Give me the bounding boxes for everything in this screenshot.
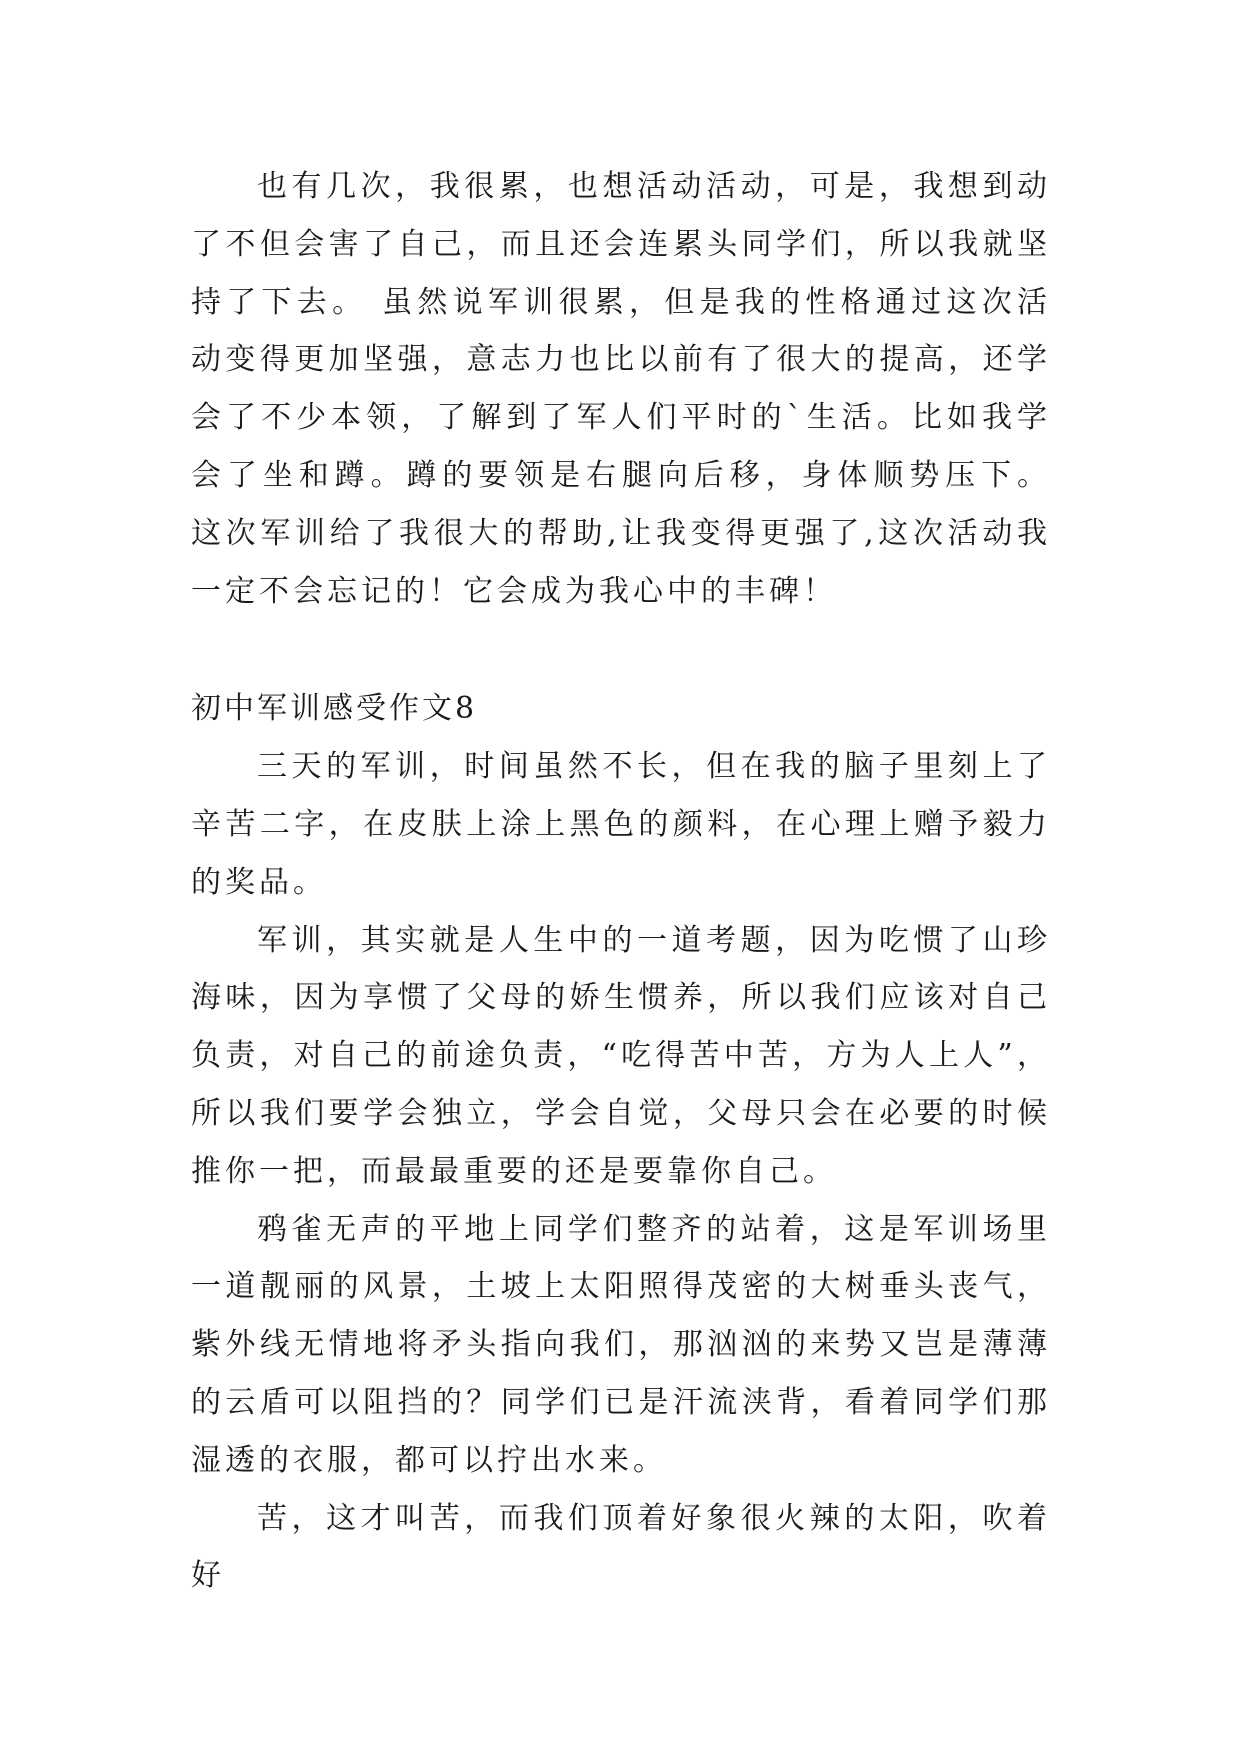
intro-paragraph: 也有几次，我很累，也想活动活动，可是，我想到动了不但会害了自己，而且还会连累头同学们，所以我就坚持了下去。 虽然说军训很累，但是我的性格通过这次活动变得更加坚强，意志力也比以前有了很大的提高，还学会了不少本领，了解到了军人们平时的`生活。比如我学会了坐和蹲。蹲的要领是右腿向后移，身体顺势压下。 这次军训给了我很大的帮助,让我变得更强了,这次活动我一定不会忘记的！它会成为我心中的丰碑！ bbox=[191, 169, 1051, 609]
body-paragraph-4: 苦，这才叫苦，而我们顶着好象很火辣的太阳，吹着好 bbox=[191, 1500, 1051, 1594]
section-title: 初中军训感受作文8 bbox=[191, 691, 478, 727]
document-page bbox=[191, 158, 1051, 1605]
body-paragraph-2: 军训，其实就是人生中的一道考题，因为吃惯了山珍海味，因为享惯了父母的娇生惯养，所以我们应该对自己负责，对自己的前途负责，“吃得苦中苦，方为人上人”，所以我们要学会独立，学会自觉，父母只会在必要的时候推你一把，而最最重要的还是要靠你自己。 bbox=[191, 922, 1051, 1189]
body-paragraph-3: 鸦雀无声的平地上同学们整齐的站着，这是军训场里一道靓丽的风景，土坡上太阳照得茂密的大树垂头丧气，紫外线无情地将矛头指向我们，那汹汹的来势又岂是薄薄的云盾可以阻挡的？同学们已是汗流浃背，看着同学们那湿透的衣服，都可以拧出水来。 bbox=[191, 1211, 1051, 1478]
body-paragraph-1: 三天的军训，时间虽然不长，但在我的脑子里刻上了辛苦二字，在皮肤上涂上黑色的颜料，在心理上赠予毅力的奖品。 bbox=[191, 749, 1051, 900]
